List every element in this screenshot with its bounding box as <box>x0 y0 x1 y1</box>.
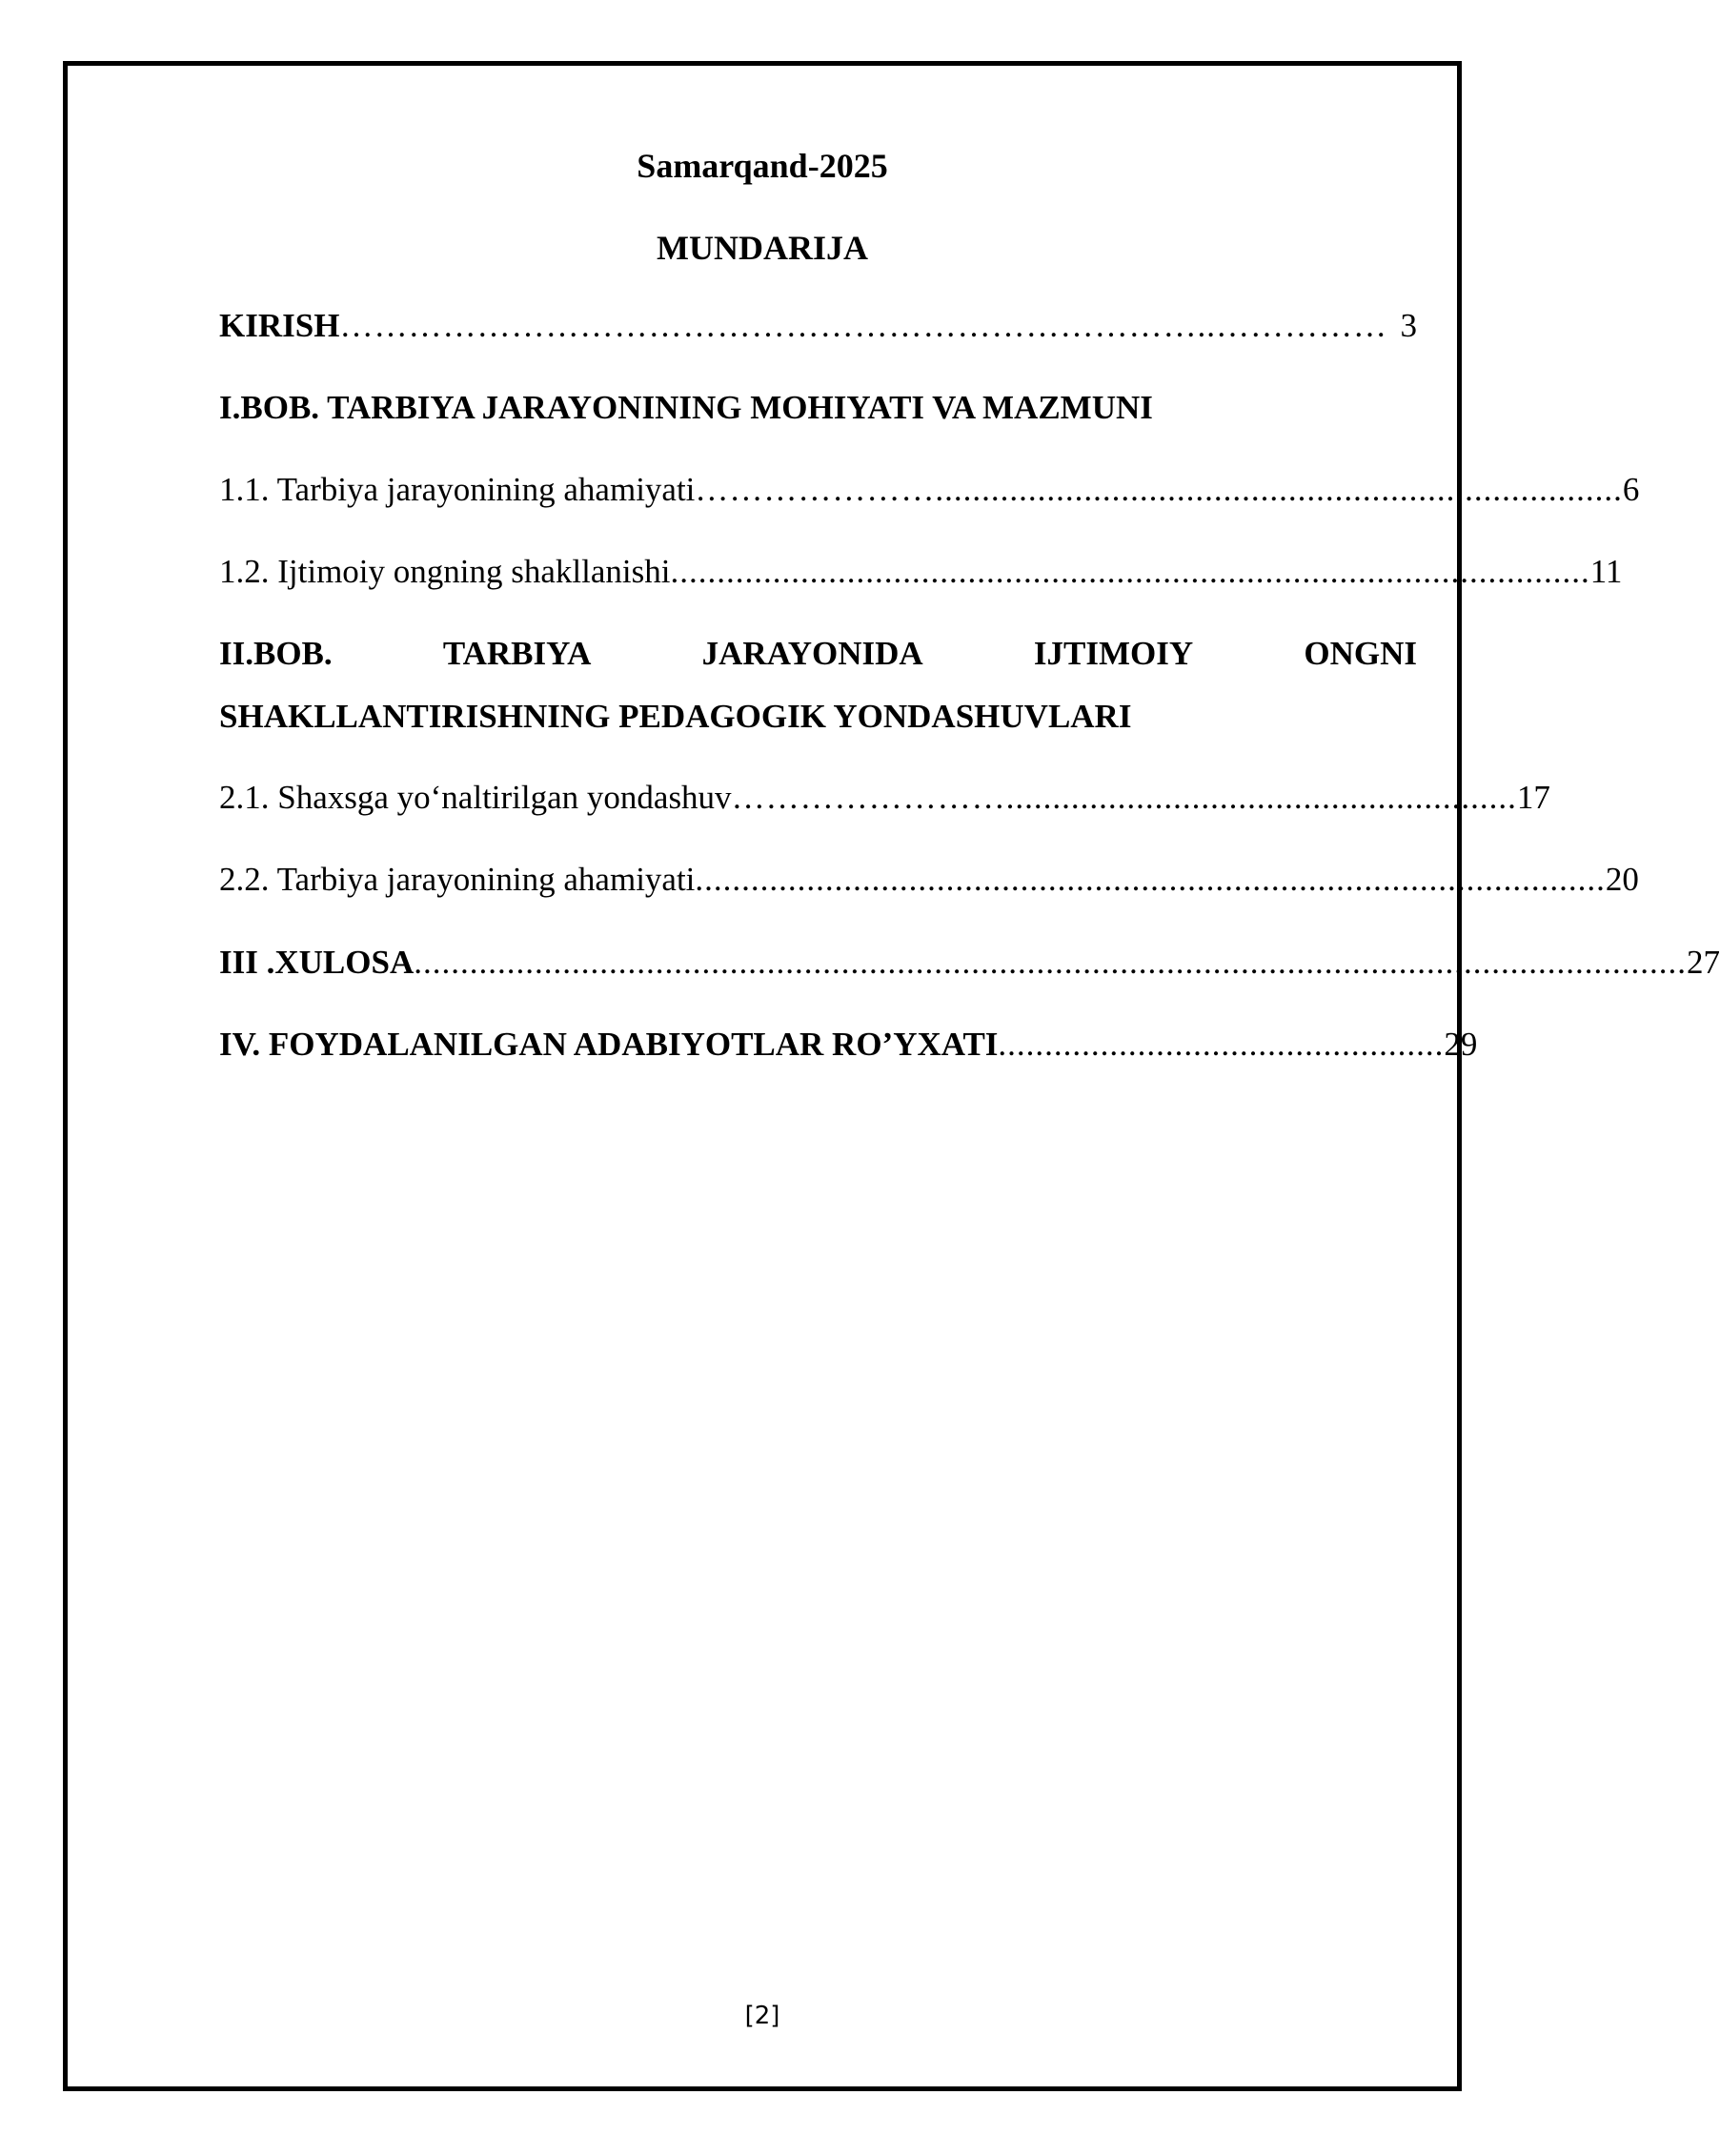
toc-label: 2.1. Shaxsga yo‘naltirilgan yondashuv <box>219 779 732 816</box>
toc-entry-1-1[interactable] <box>219 469 1640 511</box>
chapter-2-word: ONGNI <box>1304 635 1417 672</box>
toc-leader: ......................................................................................................................................... <box>414 944 1687 981</box>
chapter-2-word: IJTIMOIY <box>1033 635 1194 672</box>
toc-label: KIRISH <box>219 307 340 344</box>
toc-page-number: 17 <box>1516 779 1550 816</box>
page-border <box>63 61 1462 2091</box>
page-title: MUNDARIJA <box>657 229 868 267</box>
toc-page-number: 3 <box>1400 307 1417 344</box>
toc-page-number: 6 <box>1622 471 1640 508</box>
toc-label: 2.2. Tarbiya jarayonining ahamiyati <box>219 861 696 898</box>
toc-leader: ………………….......................................................................... <box>695 471 1623 508</box>
toc-leader: .................................................................................................. <box>695 861 1606 898</box>
toc-entry-2-1[interactable] <box>219 777 1550 819</box>
toc-page-number: 29 <box>1444 1026 1478 1063</box>
toc-label: III .XULOSA <box>219 944 415 981</box>
toc-entry-2-2[interactable] <box>219 859 1639 901</box>
toc-entry-kirish[interactable] <box>219 305 1417 347</box>
toc-label: 1.2. Ijtimoiy ongning shakllanishi <box>219 553 671 590</box>
toc-label: IV. FOYDALANILGAN ADABIYOTLAR RO’YXATI <box>219 1026 999 1063</box>
chapter-2-word: JARAYONIDA <box>701 635 923 672</box>
toc-entry-adabiyotlar[interactable] <box>219 1024 1478 1066</box>
chapter-2-line-1 <box>219 622 1417 685</box>
toc-label: 1.1. Tarbiya jarayonining ahamiyati <box>219 471 696 508</box>
toc-page-number: 20 <box>1605 861 1639 898</box>
chapter-2-word: II.BOB. <box>219 635 333 672</box>
chapter-2-line-2: SHAKLLANTIRISHNING PEDAGOGIK YONDASHUVLARI <box>219 698 1132 735</box>
toc-page-number: 11 <box>1589 553 1623 590</box>
place-year: Samarqand-2025 <box>637 147 888 185</box>
page-number: [2] <box>744 2002 780 2030</box>
toc-leader: ……………………....................................................... <box>731 779 1517 816</box>
toc-chapter-2[interactable] <box>219 622 1417 748</box>
toc-leader: ................................................................................................... <box>670 553 1590 590</box>
toc-chapter-1[interactable]: I.BOB. TARBIYA JARAYONINING MOHIYATI VA MAZMUNI <box>219 389 1153 426</box>
toc-entry-xulosa[interactable] <box>219 942 1720 984</box>
chapter-2-word: TARBIYA <box>442 635 592 672</box>
toc-leader: …………………………………………………………………..…………… <box>339 307 1387 344</box>
toc-entry-1-2[interactable] <box>219 551 1623 593</box>
toc-leader: ................................................ <box>998 1026 1445 1063</box>
toc-page-number: 27 <box>1686 944 1720 981</box>
